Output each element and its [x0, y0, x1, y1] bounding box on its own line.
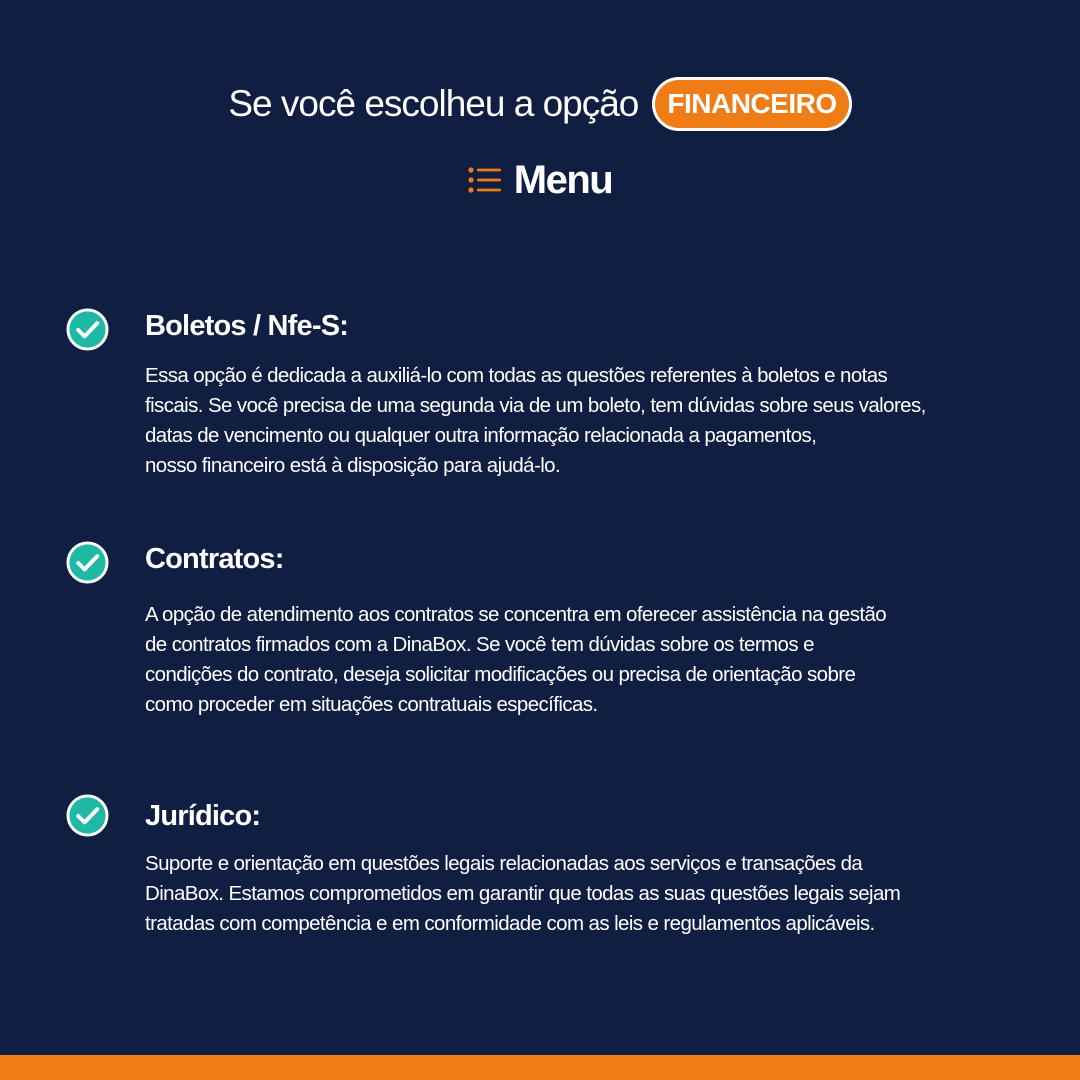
check-circle-icon — [66, 794, 109, 837]
section-title: Jurídico: — [145, 800, 261, 832]
menu-heading — [0, 150, 1080, 210]
bottom-accent-bar — [0, 1055, 1080, 1080]
section-description — [145, 849, 1035, 939]
description-line: fiscais. Se você precisa de uma segunda via de um boleto, tem dúvidas sobre seus valores, — [145, 394, 926, 417]
description-line: condições do contrato, deseja solicitar modificações ou precisa de orientação sobre — [145, 663, 856, 686]
header — [0, 72, 1080, 136]
section-description — [145, 361, 1035, 481]
description-line: como proceder em situações contratuais específicas. — [145, 693, 598, 716]
menu-title: Menu — [513, 157, 613, 202]
header-intro: Se você escolheu a opção — [228, 83, 639, 124]
check-circle-icon — [66, 308, 109, 351]
description-line: tratadas com competência e em conformidade com as leis e regulamentos aplicáveis. — [145, 912, 875, 935]
description-line: de contratos firmados com a DinaBox. Se você tem dúvidas sobre os termos e — [145, 633, 814, 656]
description-line: Essa opção é dedicada a auxiliá-lo com todas as questões referentes à boletos e notas — [145, 364, 888, 387]
description-line: A opção de atendimento aos contratos se concentra em oferecer assistência na gestão — [145, 603, 887, 626]
list-icon — [468, 167, 502, 193]
description-line: Suporte e orientação em questões legais relacionadas aos serviços e transações da — [145, 852, 863, 875]
section-title: Boletos / Nfe-S: — [145, 310, 349, 342]
check-circle-icon — [66, 541, 109, 584]
section-description — [145, 600, 1035, 720]
section-title: Contratos: — [145, 543, 284, 575]
description-line: datas de vencimento ou qualquer outra informação relacionada a pagamentos, — [145, 424, 817, 447]
description-line: DinaBox. Estamos comprometidos em garantir que todas as suas questões legais sejam — [145, 882, 901, 905]
option-badge: FINANCEIRO — [652, 77, 851, 131]
description-line: nosso financeiro está à disposição para ajudá-lo. — [145, 454, 561, 477]
